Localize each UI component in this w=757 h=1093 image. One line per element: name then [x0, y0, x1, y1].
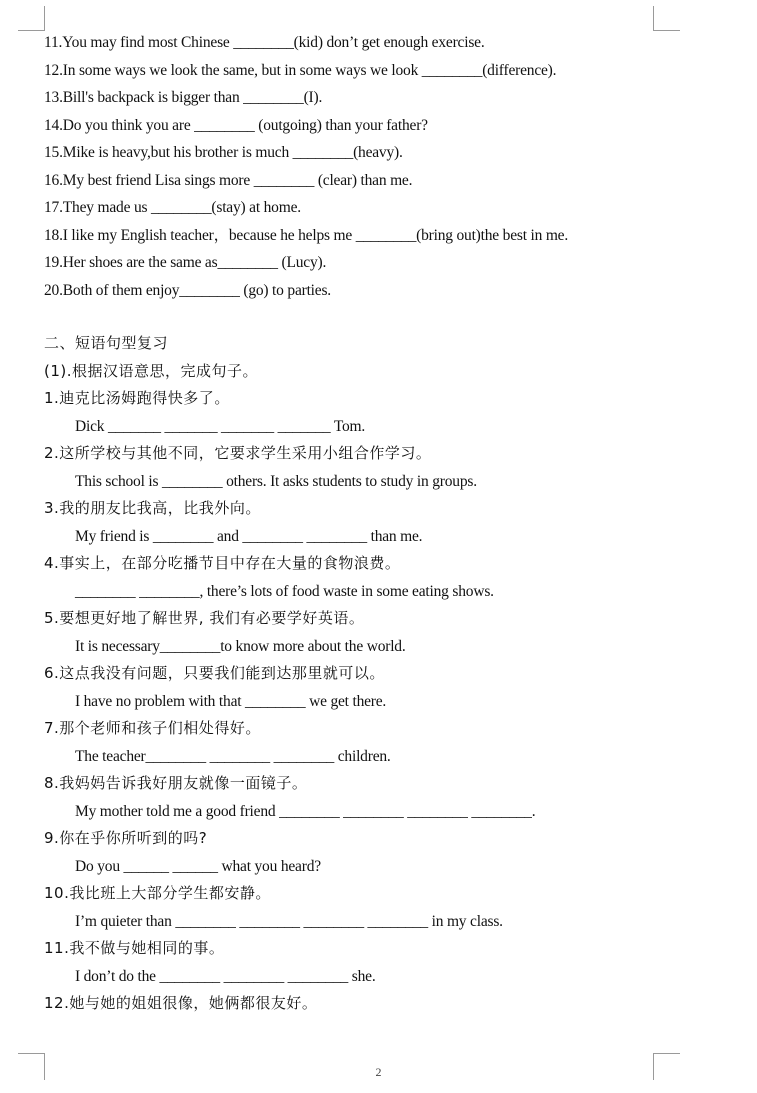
document-body [44, 29, 654, 1018]
translation-prompt-5: 5.要想更好地了解世界, 我们有必要学好英语。 [44, 609, 365, 627]
crop-mark-top-right [653, 6, 680, 31]
exercise-18: 18.I like my English teacher，because he helps me ________(bring out)the best in me. [44, 226, 569, 244]
translation-prompt-10: 10.我比班上大部分学生都安静。 [44, 884, 271, 902]
section-heading: 二、短语句型复习 [44, 334, 169, 352]
translation-answer-4: ________ ________, there’s lots of food waste in some eating shows. [75, 582, 494, 600]
translation-answer-8: My mother told me a good friend ________ ________ ________ ________. [75, 802, 536, 820]
section-subheading: (1).根据汉语意思，完成句子。 [44, 361, 259, 380]
translation-prompt-1: 1.迪克比汤姆跑得快多了。 [44, 389, 230, 407]
exercise-19: 19.Her shoes are the same as________ (Lucy). [44, 254, 327, 271]
translation-prompt-4: 4.事实上，在部分吃播节目中存在大量的食物浪费。 [44, 554, 401, 572]
translation-answer-1: Dick _______ _______ _______ _______ Tom. [75, 417, 366, 435]
translation-prompt-12: 12.她与她的姐姐很像，她俩都很友好。 [44, 994, 318, 1012]
exercise-13: 13.Bill's backpack is bigger than ________(I). [44, 89, 323, 106]
translation-prompt-6: 6.这点我没有问题，只要我们能到达那里就可以。 [44, 664, 385, 682]
exercise-20: 20.Both of them enjoy________ (go) to parties. [44, 281, 331, 299]
translation-prompt-8: 8.我妈妈告诉我好朋友就像一面镜子。 [44, 774, 308, 792]
translation-answer-6: I have no problem with that ________ we get there. [75, 692, 387, 710]
exercise-12: 12.In some ways we look the same, but in some ways we look ________(difference). [44, 61, 557, 79]
translation-prompt-9: 9.你在乎你所听到的吗? [44, 829, 208, 847]
translation-answer-7: The teacher________ ________ ________ children. [75, 747, 391, 765]
translation-answer-5: It is necessary________to know more about the world. [75, 637, 406, 655]
section-spacer [44, 304, 654, 330]
translation-answer-2: This school is ________ others. It asks students to study in groups. [75, 472, 477, 490]
translation-prompt-11: 11.我不做与她相同的事。 [44, 939, 225, 957]
translation-answer-3: My friend is ________ and ________ ________ than me. [75, 527, 423, 545]
exercise-17: 17.They made us ________(stay) at home. [44, 199, 301, 216]
translation-answer-11: I don’t do the ________ ________ ________ she. [75, 967, 376, 985]
page-number: 2 [375, 1065, 382, 1079]
translation-answer-9: Do you ______ ______ what you heard? [75, 857, 321, 875]
exercise-11: 11.You may find most Chinese ________(kid) don’t get enough exercise. [44, 34, 485, 51]
translation-prompt-3: 3.我的朋友比我高，比我外向。 [44, 499, 261, 517]
exercise-14: 14.Do you think you are ________ (outgoing) than your father? [44, 116, 428, 134]
translation-prompt-2: 2.这所学校与其他不同，它要求学生采用小组合作学习。 [44, 444, 432, 462]
exercise-15: 15.Mike is heavy,but his brother is much ________(heavy). [44, 144, 403, 161]
translation-prompt-7: 7.那个老师和孩子们相处得好。 [44, 719, 261, 737]
translation-answer-10: I’m quieter than ________ ________ ________ ________ in my class. [75, 912, 503, 930]
crop-mark-top-left [18, 6, 45, 31]
exercise-16: 16.My best friend Lisa sings more ________ (clear) than me. [44, 171, 413, 189]
